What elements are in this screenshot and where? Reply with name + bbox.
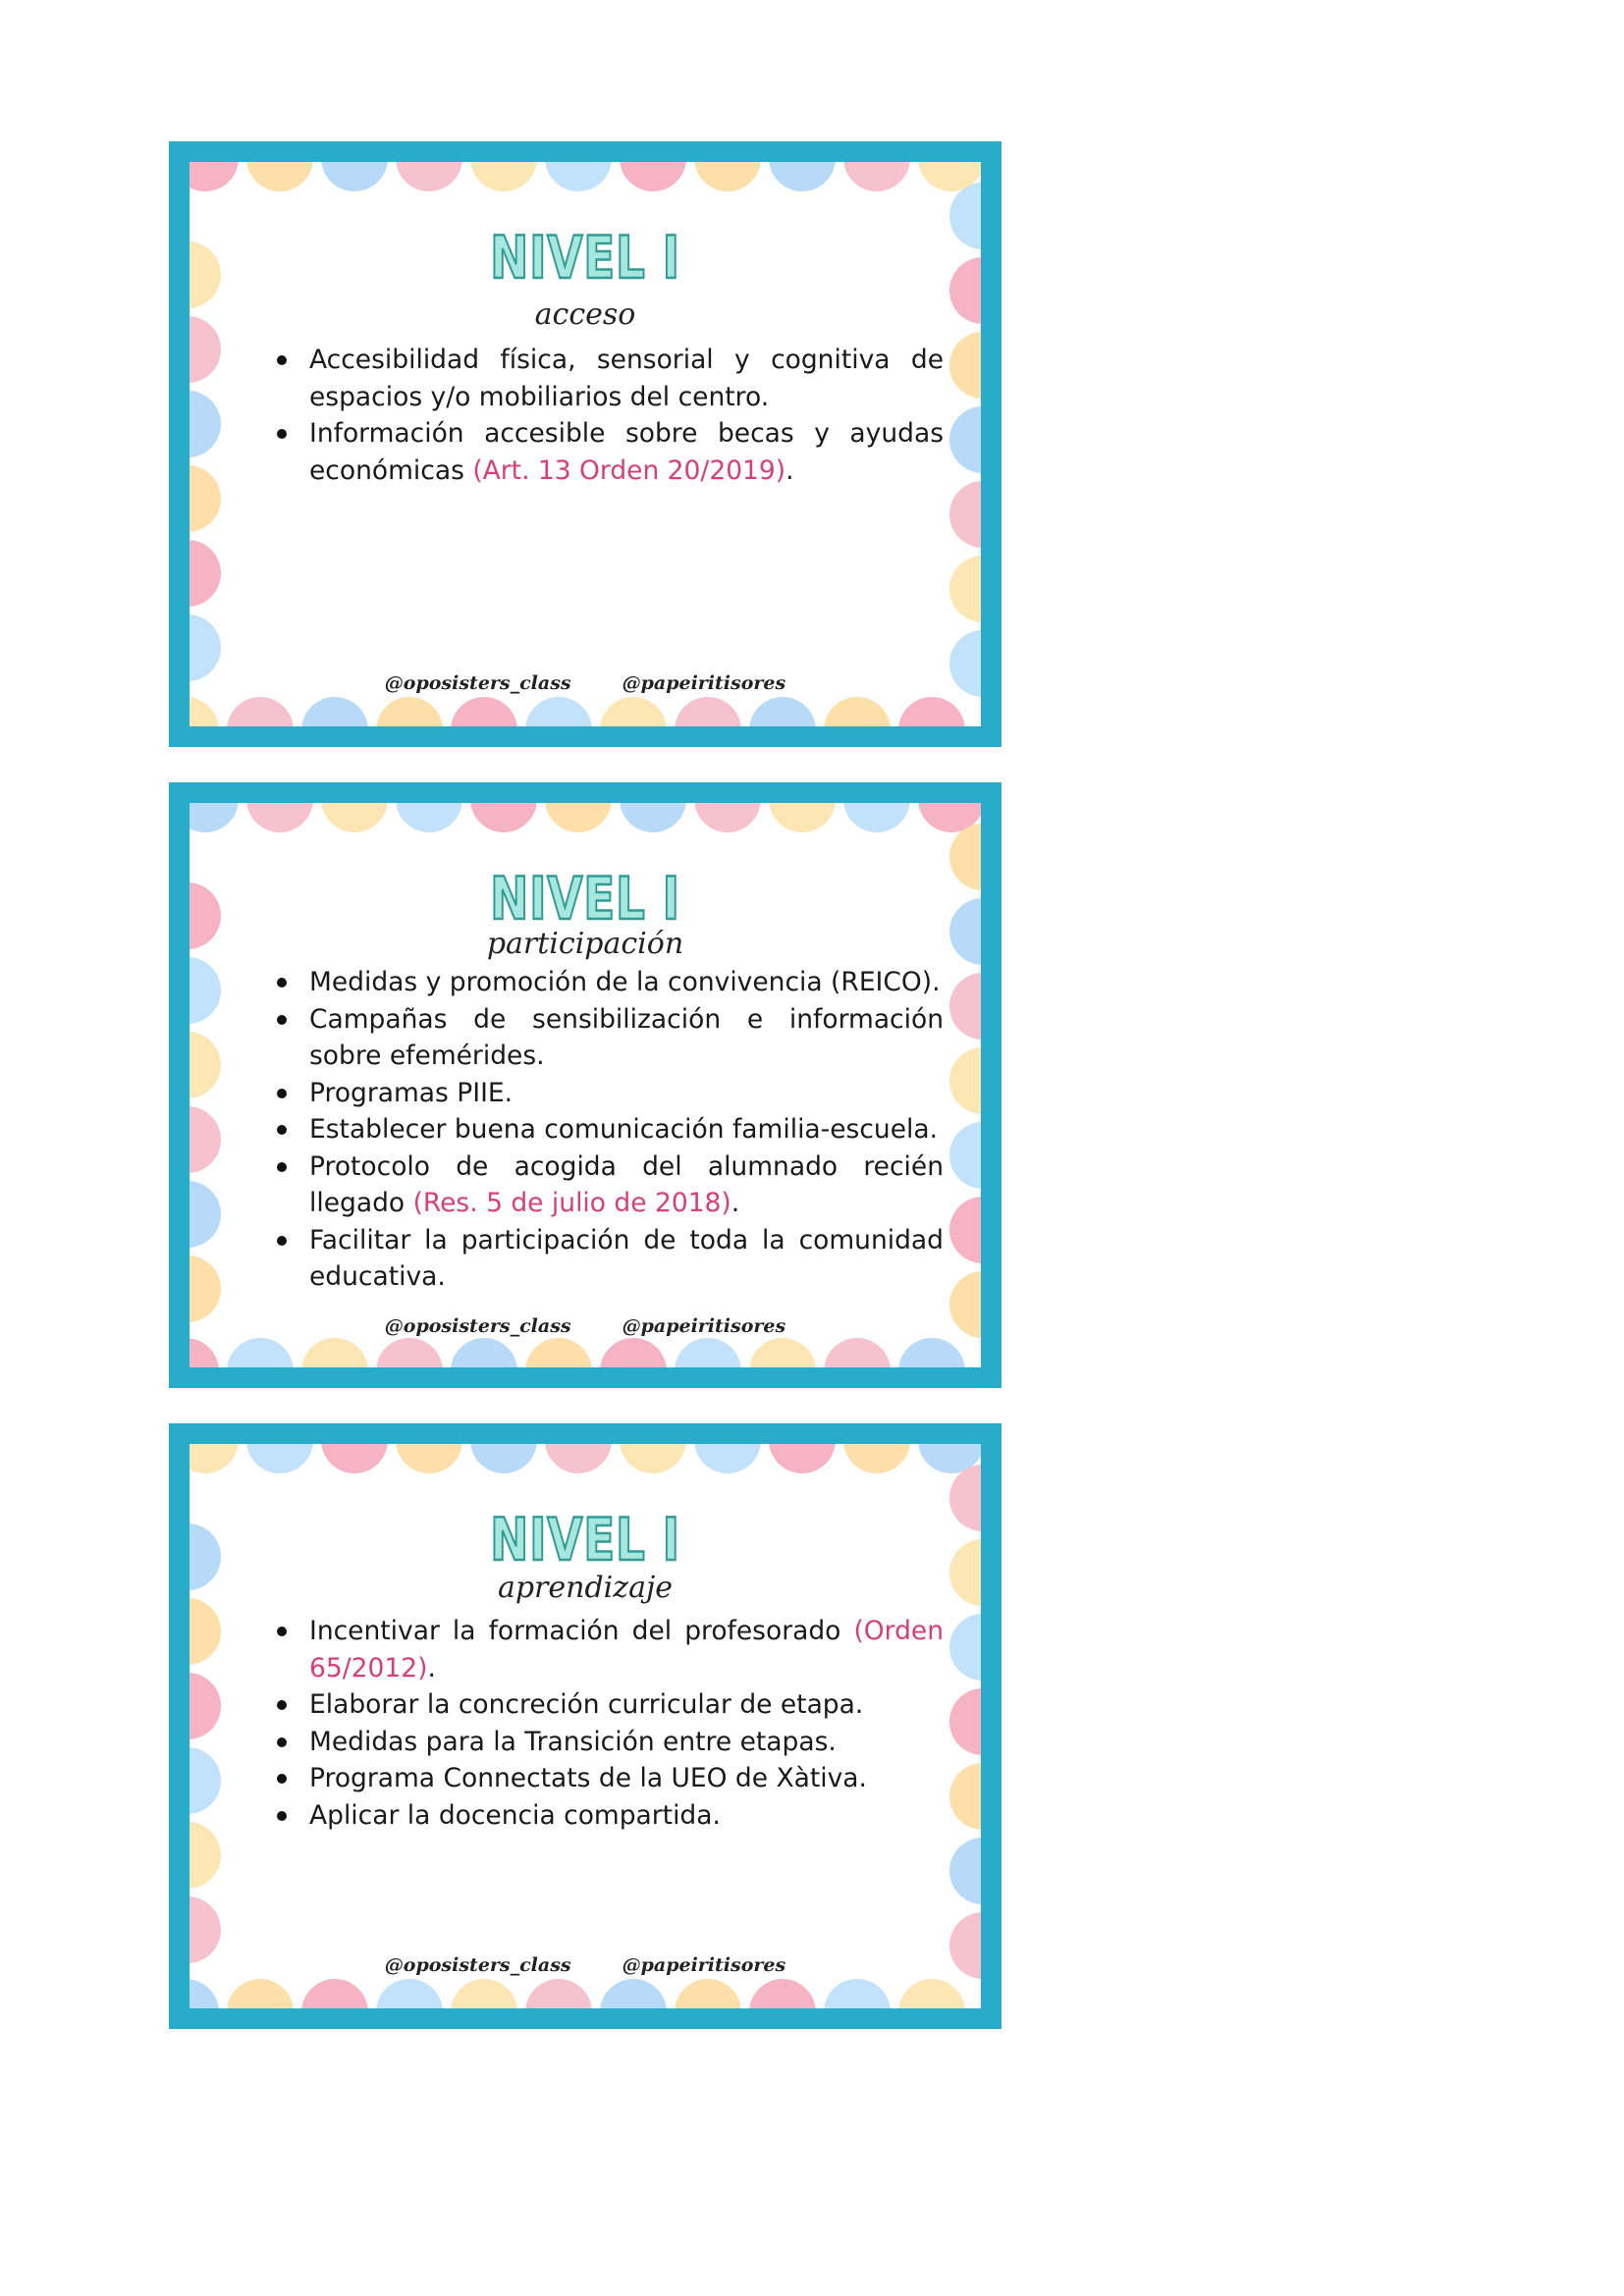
card-subtitle: acceso bbox=[534, 297, 636, 332]
list-item: Establecer buena comunicación familia-escuela. bbox=[309, 1111, 944, 1148]
list-item: Medidas para la Transición entre etapas. bbox=[309, 1724, 944, 1761]
card-footer bbox=[189, 672, 981, 694]
list-item: Facilitar la participación de toda la comunidad educativa. bbox=[309, 1222, 944, 1296]
list-item: Información accesible sobre becas y ayudas económicas (Art. 13 Orden 20/2019). bbox=[309, 415, 944, 489]
card-title: NIVEL I bbox=[490, 224, 680, 293]
list-item: Protocolo de acogida del alumnado recién llegado (Res. 5 de julio de 2018). bbox=[309, 1148, 944, 1222]
list-item: Incentivar la formación del profesorado (Orden 65/2012). bbox=[309, 1613, 944, 1686]
card-footer bbox=[189, 1954, 981, 1976]
list-item: Accesibilidad física, sensorial y cognitiva de espacios y/o mobiliarios del centro. bbox=[309, 342, 944, 415]
card-subtitle: aprendizaje bbox=[497, 1571, 674, 1605]
footer-handle-oposisters: @oposisters_class bbox=[384, 1315, 571, 1337]
footer-handle-papeiritisores: @papeiritisores bbox=[622, 1315, 786, 1337]
bullet-list bbox=[258, 964, 944, 1296]
bullet-list bbox=[258, 1613, 944, 1834]
card-nivel-aprendizaje bbox=[169, 1423, 1001, 2029]
footer-handle-papeiritisores: @papeiritisores bbox=[622, 672, 786, 694]
list-item: Aplicar la docencia compartida. bbox=[309, 1797, 944, 1835]
list-item: Programa Connectats de la UEO de Xàtiva. bbox=[309, 1760, 944, 1797]
list-item: Programas PIIE. bbox=[309, 1075, 944, 1112]
card-nivel-participacion bbox=[169, 782, 1001, 1388]
card-title: NIVEL I bbox=[490, 1506, 680, 1575]
list-item: Campañas de sensibilización e información sobre efemérides. bbox=[309, 1001, 944, 1075]
bullet-list bbox=[258, 342, 944, 489]
card-footer bbox=[189, 1315, 981, 1337]
card-nivel-acceso bbox=[169, 141, 1001, 747]
card-title: NIVEL I bbox=[490, 865, 680, 934]
list-item: Medidas y promoción de la convivencia (REICO). bbox=[309, 964, 944, 1001]
footer-handle-oposisters: @oposisters_class bbox=[384, 1954, 571, 1976]
card-subtitle: participación bbox=[486, 927, 684, 961]
footer-handle-papeiritisores: @papeiritisores bbox=[622, 1954, 786, 1976]
footer-handle-oposisters: @oposisters_class bbox=[384, 672, 571, 694]
list-item: Elaborar la concreción curricular de etapa. bbox=[309, 1686, 944, 1724]
